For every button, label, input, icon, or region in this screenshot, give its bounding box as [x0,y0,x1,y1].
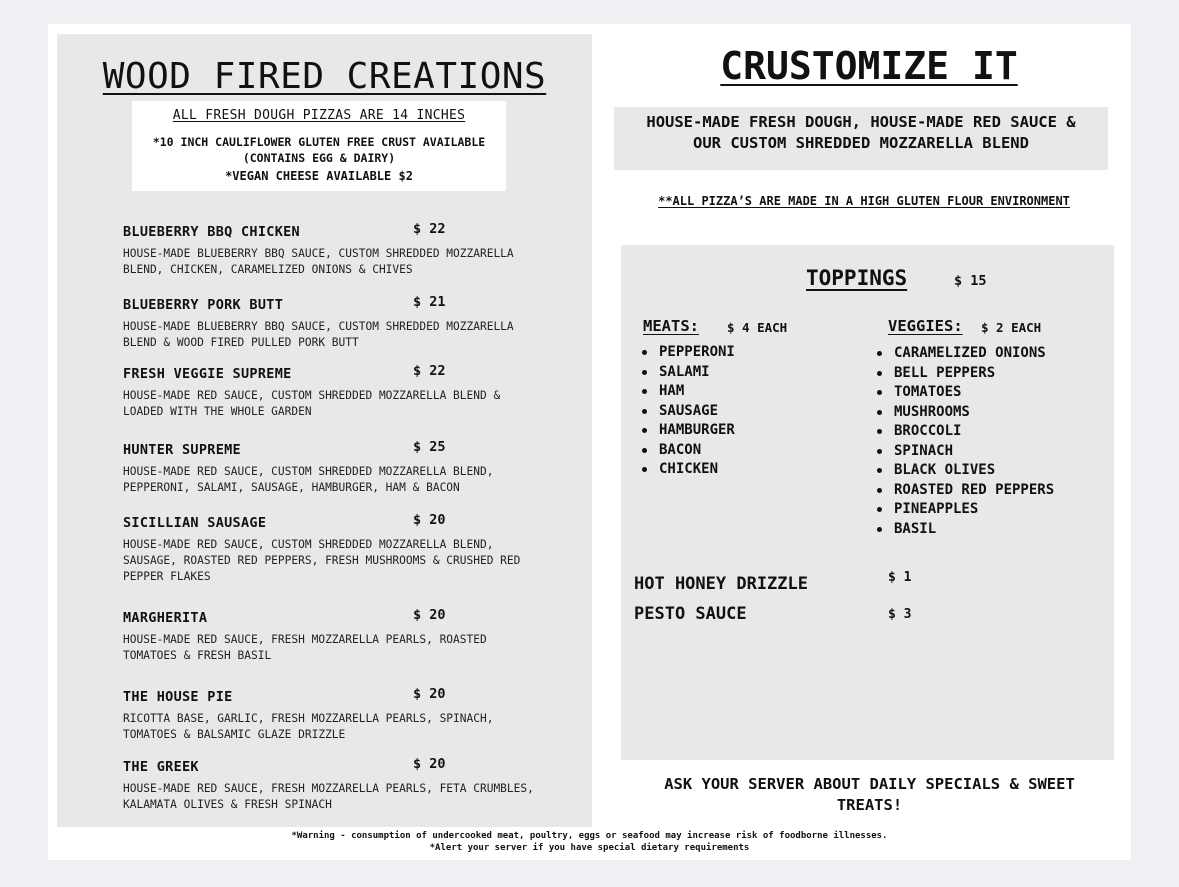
meats-price: $ 4 EACH [727,320,788,335]
pizza-item [123,363,543,420]
dough-notice-box [132,101,506,191]
house-made-line-1: HOUSE-MADE FRESH DOUGH, HOUSE-MADE RED SAUCE & [646,113,1076,131]
pesto-label: PESTO SAUCE [634,604,747,624]
veggies-heading: VEGGIES: [888,317,963,335]
toppings-price: $ 15 [954,273,987,289]
hot-honey-price: $ 1 [888,570,912,585]
pizza-description: HOUSE-MADE RED SAUCE, FRESH MOZZARELLA PEARLS, FETA CRUMBLES, KALAMATA OLIVES & FRESH SPINACH [123,782,534,811]
pizza-item [123,512,543,585]
crustomize-title: CRUSTOMIZE IT [720,44,1018,88]
size-notice: ALL FRESH DOUGH PIZZAS ARE 14 INCHES [172,108,466,123]
hot-honey-label: HOT HONEY DRIZZLE [634,574,808,594]
list-item: BROCCOLI [877,422,1054,442]
pizza-price: $ 20 [413,686,446,702]
list-item: HAMBURGER [642,421,735,441]
pizza-name: BLUEBERRY PORK BUTT [123,297,284,313]
list-item: PEPPERONI [642,343,735,363]
list-item: CHICKEN [642,460,735,480]
list-item: ROASTED RED PEPPERS [877,481,1054,501]
list-item: BASIL [877,520,1054,540]
house-made-box [614,107,1108,170]
menu-sheet [48,24,1131,860]
specials-line-1: ASK YOUR SERVER ABOUT DAILY SPECIALS & SWEET [664,775,1075,793]
list-item: CARAMELIZED ONIONS [877,344,1054,364]
pizza-description: RICOTTA BASE, GARLIC, FRESH MOZZARELLA PEARLS, SPINACH, TOMATOES & BALSAMIC GLAZE DRIZZLE [123,712,494,741]
pizza-name: THE HOUSE PIE [123,689,233,705]
list-item: BACON [642,441,735,461]
pizza-name: FRESH VEGGIE SUPREME [123,366,292,382]
veggies-list [877,344,1054,539]
list-item: PINEAPPLES [877,500,1054,520]
cauliflower-line-1: *10 INCH CAULIFLOWER GLUTEN FREE CRUST AVAILABLE [152,135,486,149]
pizza-description: HOUSE-MADE BLUEBERRY BBQ SAUCE, CUSTOM SHREDDED MOZZARELLA BLEND, CHICKEN, CARAMELIZED ONIONS & CHIVES [123,247,514,276]
pizza-name: HUNTER SUPREME [123,442,241,458]
pizza-name: SICILLIAN SAUSAGE [123,515,267,531]
list-item: BLACK OLIVES [877,461,1054,481]
pizza-description: HOUSE-MADE RED SAUCE, CUSTOM SHREDDED MOZZARELLA BLEND, PEPPERONI, SALAMI, SAUSAGE, HAMBURGER, HAM & BACON [123,465,494,494]
wood-fired-panel [57,34,592,827]
pizza-item [123,686,543,743]
list-item: SAUSAGE [642,402,735,422]
pizza-price: $ 20 [413,512,446,528]
warning-line-2: *Alert your server if you have special dietary requirements [429,843,750,853]
list-item: HAM [642,382,735,402]
pizza-price: $ 20 [413,756,446,772]
veggies-price: $ 2 EACH [981,320,1042,335]
toppings-heading: TOPPINGS [806,266,908,290]
pizza-name: BLUEBERRY BBQ CHICKEN [123,224,300,240]
pizza-price: $ 20 [413,607,446,623]
pizza-price: $ 22 [413,363,446,379]
pesto-price: $ 3 [888,607,912,622]
wood-fired-title: WOOD FIRED CREATIONS [102,56,547,97]
list-item: SPINACH [877,442,1054,462]
meats-list [642,343,735,480]
pizza-price: $ 21 [413,294,446,310]
pizza-description: HOUSE-MADE RED SAUCE, CUSTOM SHREDDED MOZZARELLA BLEND, SAUSAGE, ROASTED RED PEPPERS, FRESH MUSHROOMS & CRUSHED RED PEPPER FLAKES [123,538,521,583]
pizza-item [123,607,543,664]
pizza-item [123,294,543,351]
toppings-panel [621,245,1114,760]
cauliflower-notice [132,134,506,166]
pizza-description: HOUSE-MADE RED SAUCE, FRESH MOZZARELLA PEARLS, ROASTED TOMATOES & FRESH BASIL [123,633,487,662]
specials-note [638,774,1101,816]
pizza-item [123,221,543,278]
pizza-item [123,756,543,813]
warning-line-1: *Warning - consumption of undercooked meat, poultry, eggs or seafood may increase risk of foodborne illnesses. [291,831,888,841]
list-item: BELL PEPPERS [877,364,1054,384]
food-warning [48,830,1131,854]
meats-heading: MEATS: [643,317,699,335]
gluten-note: **ALL PIZZA’S ARE MADE IN A HIGH GLUTEN FLOUR ENVIRONMENT [658,194,1070,208]
list-item: SALAMI [642,363,735,383]
list-item: MUSHROOMS [877,403,1054,423]
pizza-name: MARGHERITA [123,610,208,626]
list-item: TOMATOES [877,383,1054,403]
pizza-price: $ 25 [413,439,446,455]
specials-line-2: TREATS! [836,796,903,814]
cauliflower-line-2: (CONTAINS EGG & DAIRY) [242,151,396,165]
pizza-description: HOUSE-MADE RED SAUCE, CUSTOM SHREDDED MOZZARELLA BLEND & LOADED WITH THE WHOLE GARDEN [123,389,501,418]
house-made-line-2: OUR CUSTOM SHREDDED MOZZARELLA BLEND [693,134,1029,152]
vegan-notice: *VEGAN CHEESE AVAILABLE $2 [225,169,413,183]
pizza-item [123,439,543,496]
pizza-description: HOUSE-MADE BLUEBERRY BBQ SAUCE, CUSTOM SHREDDED MOZZARELLA BLEND & WOOD FIRED PULLED PORK BUTT [123,320,514,349]
pizza-name: THE GREEK [123,759,199,775]
pizza-price: $ 22 [413,221,446,237]
